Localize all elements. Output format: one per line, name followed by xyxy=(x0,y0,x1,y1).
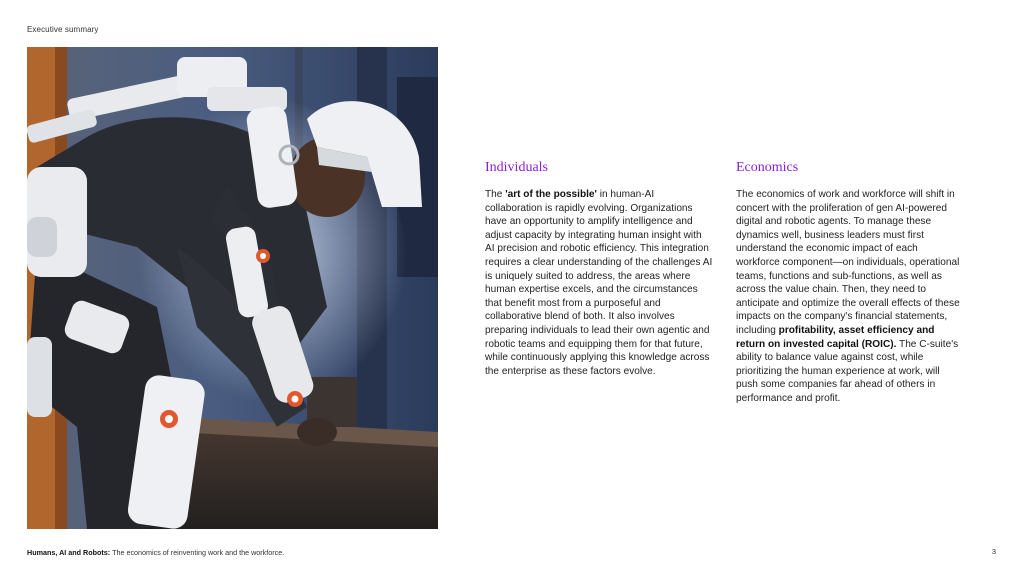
economics-column xyxy=(736,160,964,406)
footer-title: Humans, AI and Robots: The economics of reinventing work and the workforce. xyxy=(27,548,285,557)
page-number: 3 xyxy=(991,547,996,556)
section-label: Executive summary xyxy=(27,25,99,34)
economics-body: The economics of work and workforce will shift in concert with the proliferation of gen AI-powered digital and robotic agents. To manage these dynamics well, business leaders must first understand the economic impact of each workforce component—on individuals, operational teams, functions and sub-functions, as well as across the value chain. Then, they need to anticipate and optimize the overall effects of these impacts on the company's financial statements, including profitability, asset efficiency and return on invested capital (ROIC). The C-suite's ability to balance value against cost, while prioritizing the human experience at work, will push some companies far ahead of others in performance and profit. xyxy=(736,189,960,404)
individuals-body: The 'art of the possible' in human-AI collaboration is rapidly evolving. Organizations have an opportunity to amplify intelligence and adjust capacity by integrating human insight with AI precision and robotic efficiency. This integration requires a clear understanding of the challenges AI is uniquely suited to address, the areas where human expertise excels, and the circumstances that benefit most from a purposeful and collaborative blend of both. It also involves preparing individuals to lead their own agentic and robotic teams and equipping them for that future, while continuously applying this knowledge across the enterprise as these factors evolve. xyxy=(485,189,713,377)
individuals-heading: Individuals xyxy=(485,160,548,175)
economics-heading: Economics xyxy=(736,160,799,175)
individuals-column xyxy=(485,160,713,378)
exoskeleton-worker-photo xyxy=(27,47,438,529)
